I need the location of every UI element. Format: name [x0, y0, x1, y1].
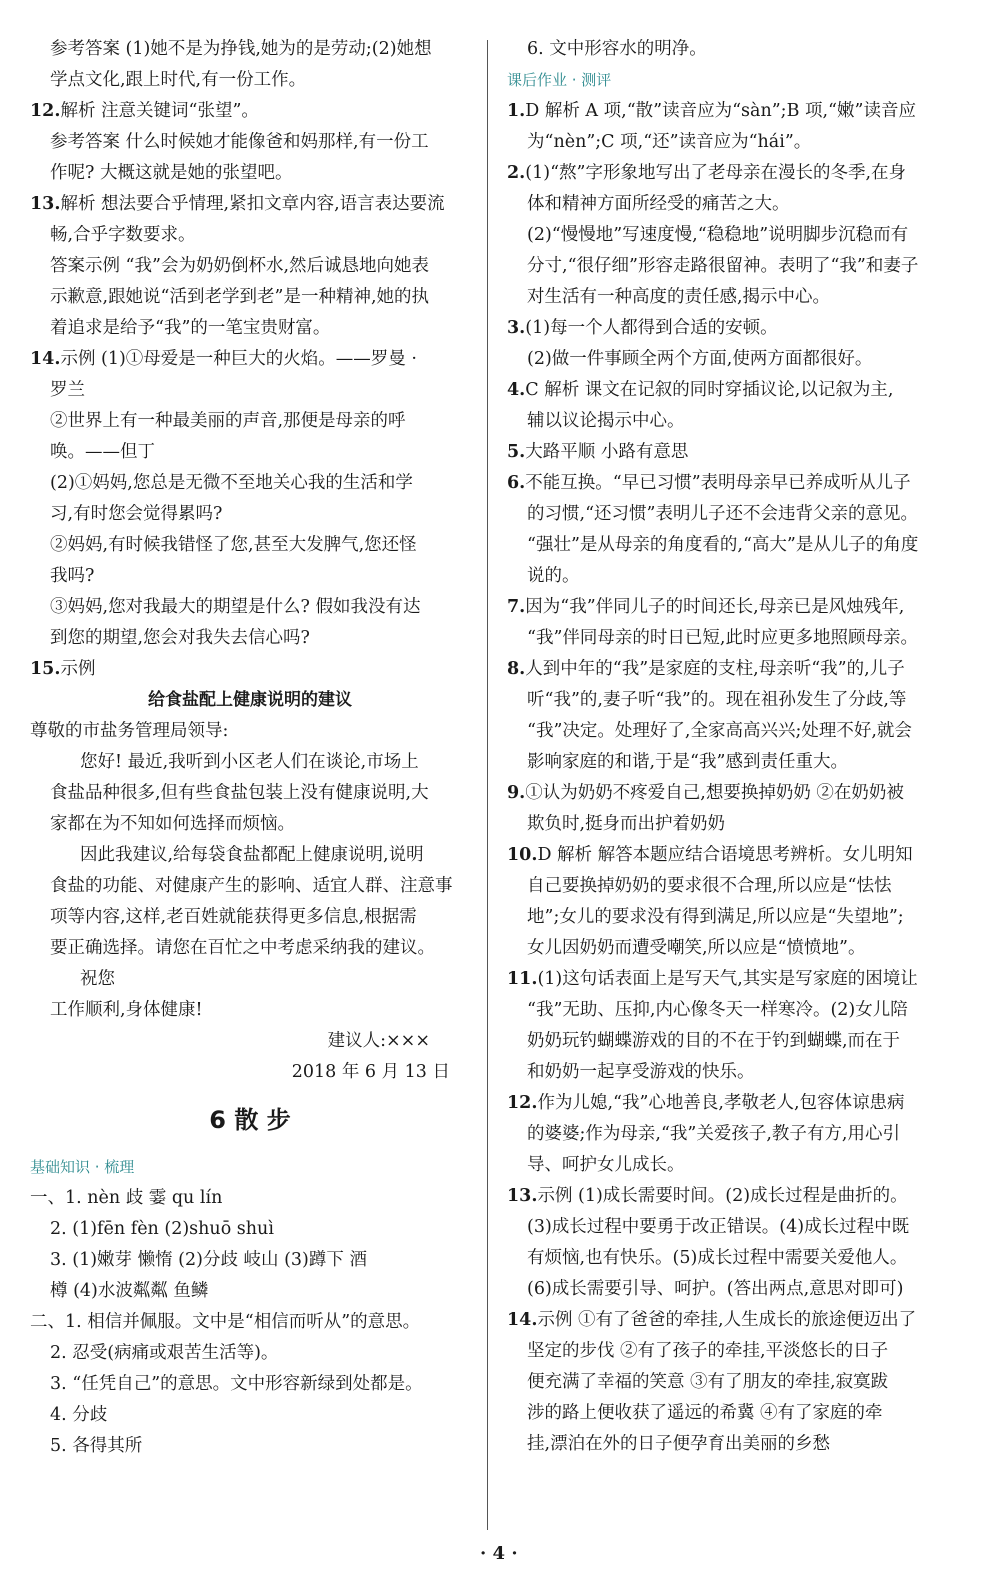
- line-text: ②妈妈,有时候我错怪了您,甚至大发脾气,您还怪: [50, 535, 417, 555]
- chapter-title: 6 散 步: [209, 1106, 291, 1134]
- line-text: 二、1. 相信并佩服。文中是“相信而听从”的意思。: [30, 1312, 421, 1332]
- section-homework: 课后作业 · 测评: [507, 71, 612, 89]
- answer-line: [30, 437, 470, 468]
- line-text: 示例 (1)成长需要时间。(2)成长过程是曲折的。: [537, 1186, 908, 1206]
- answer-line: [30, 96, 470, 127]
- line-text: ③妈妈,您对我最大的期望是什么? 假如我没有达: [50, 597, 421, 617]
- line-text: 您好! 最近,我听到小区老人们在谈论,市场上: [80, 752, 419, 772]
- line-text: 挂,漂泊在外的日子便孕育出美丽的乡愁: [527, 1434, 831, 1454]
- answer-line: [507, 747, 967, 778]
- basic-line: [30, 1369, 470, 1400]
- line-text: 听“我”的,妻子听“我”的。现在祖孙发生了分歧,等: [527, 690, 907, 710]
- line-text: “强壮”是从母亲的角度看的,“高大”是从儿子的角度: [527, 535, 919, 555]
- line-text: (6)成长需要引导、呵护。(答出两点,意思对即可): [527, 1279, 904, 1299]
- line-text: 自己要换掉奶奶的要求很不合理,所以应是“怯怯: [527, 876, 892, 896]
- left-column: [30, 34, 470, 1462]
- answer-line: [30, 282, 470, 313]
- question-number: 10.: [507, 845, 538, 865]
- basic-line: [30, 1338, 470, 1369]
- line-text: D 解析 解答本题应结合语境思考辨析。女儿明知: [537, 845, 913, 865]
- basic-knowledge-answers: [30, 1183, 470, 1462]
- line-text: 答案示例 “我”会为奶奶倒杯水,然后诚恳地向她表: [50, 256, 430, 276]
- line-text: 解析 想法要合乎情理,紧扣文章内容,语言表达要流: [60, 194, 445, 214]
- answer-line: [507, 158, 967, 189]
- answer-line: [507, 654, 967, 685]
- line-text: 对生活有一种高度的责任感,揭示中心。: [527, 287, 831, 307]
- letter-body: [30, 747, 470, 1026]
- section-basic-knowledge: 基础知识 · 梳理: [30, 1158, 135, 1176]
- line-text: 的婆婆;作为母亲,“我”关爱孩子,教子有方,用心引: [527, 1124, 900, 1144]
- line-text: 体和精神方面所经受的痛苦之大。: [527, 194, 790, 214]
- answer-line: [507, 220, 967, 251]
- line-text: 人到中年的“我”是家庭的支柱,母亲听“我”的,儿子: [525, 659, 905, 679]
- line-text: 为“nèn”;C 项,“还”读音应为“hái”。: [527, 132, 812, 152]
- question-number: 5.: [507, 442, 526, 462]
- answer-line: [507, 933, 967, 964]
- letter-line: [30, 995, 470, 1026]
- line-text: “我”无助、压抑,内心像冬天一样寒冷。(2)女儿陪: [527, 1000, 908, 1020]
- page-number: · 4 ·: [480, 1543, 518, 1564]
- basic-line: [30, 1431, 470, 1462]
- question-number: 14.: [30, 349, 61, 369]
- line-text: 女儿因奶奶而遭受嘲笑,所以应是“愤愤地”。: [527, 938, 866, 958]
- answer-line: [30, 34, 470, 65]
- question-number: 4.: [507, 380, 526, 400]
- line-text: (2)“慢慢地”写速度慢,“稳稳地”说明脚步沉稳而有: [527, 225, 909, 245]
- answer-line: [507, 1398, 967, 1429]
- line-text: 我吗?: [50, 566, 95, 586]
- answer-line: [30, 313, 470, 344]
- left-answers: [30, 34, 470, 685]
- line-text: 示例: [60, 659, 96, 679]
- line-text: 不能互换。“早已习惯”表明母亲早已养成听从儿子: [525, 473, 911, 493]
- answer-line: [30, 623, 470, 654]
- line-text: 参考答案 什么时候她才能像爸和妈那样,有一份工: [50, 132, 429, 152]
- question-number: 6.: [507, 473, 526, 493]
- line-text: 坚定的步伐 ②有了孩子的牵挂,平淡悠长的日子: [527, 1341, 889, 1361]
- answer-line: [507, 1336, 967, 1367]
- right-top-line: 6. 文中形容水的明净。: [527, 39, 707, 59]
- line-text: 祝您: [80, 969, 115, 989]
- question-number: 8.: [507, 659, 526, 679]
- question-number: 12.: [30, 101, 61, 121]
- answer-line: [30, 561, 470, 592]
- answer-line: [507, 1057, 967, 1088]
- answer-line: [507, 1243, 967, 1274]
- answer-line: [30, 251, 470, 282]
- answer-line: [507, 251, 967, 282]
- line-text: ②世界上有一种最美丽的声音,那便是母亲的呼: [50, 411, 406, 431]
- question-number: 13.: [507, 1186, 538, 1206]
- basic-line: [30, 1400, 470, 1431]
- basic-line: [30, 1183, 470, 1214]
- line-text: (2)①妈妈,您总是无微不至地关心我的生活和学: [50, 473, 413, 493]
- line-text: 参考答案 (1)她不是为挣钱,她为的是劳动;(2)她想: [50, 39, 432, 59]
- line-text: 有烦恼,也有快乐。(5)成长过程中需要关爱他人。: [527, 1248, 908, 1268]
- line-text: 欺负时,挺身而出护着奶奶: [527, 814, 726, 834]
- answer-line: [507, 716, 967, 747]
- question-number: 2.: [507, 163, 526, 183]
- line-text: 唤。——但丁: [50, 442, 155, 462]
- answer-line: [30, 220, 470, 251]
- answer-line: [507, 1212, 967, 1243]
- line-text: 工作顺利,身体健康!: [50, 1000, 203, 1020]
- line-text: (1)每一个人都得到合适的安顿。: [525, 318, 778, 338]
- line-text: 3. (1)嫩芽 懒惰 (2)分歧 岐山 (3)蹲下 酒: [50, 1250, 367, 1270]
- line-text: 习,有时您会觉得累吗?: [50, 504, 223, 524]
- line-text: 示歉意,跟她说“活到老学到老”是一种精神,她的执: [50, 287, 430, 307]
- line-text: 2. (1)fēn fèn (2)shuō shuì: [50, 1219, 274, 1239]
- answer-line: [507, 282, 967, 313]
- answer-line: [507, 1274, 967, 1305]
- line-text: 因为“我”伴同儿子的时间还长,母亲已是风烛残年,: [525, 597, 905, 617]
- basic-line: [30, 1276, 470, 1307]
- answer-line: [507, 1367, 967, 1398]
- question-number: 9.: [507, 783, 526, 803]
- line-text: 5. 各得其所: [50, 1436, 143, 1456]
- answer-line: [507, 437, 967, 468]
- question-number: 15.: [30, 659, 61, 679]
- line-text: (3)成长过程中要勇于改正错误。(4)成长过程中既: [527, 1217, 910, 1237]
- answer-line: [30, 499, 470, 530]
- letter-line: [30, 778, 470, 809]
- answer-line: [507, 189, 967, 220]
- line-text: (1)这句话表面上是写天气,其实是写家庭的困境让: [537, 969, 918, 989]
- line-text: 因此我建议,给每袋食盐都配上健康说明,说明: [80, 845, 424, 865]
- question-number: 12.: [507, 1093, 538, 1113]
- line-text: “我”决定。处理好了,全家高高兴兴;处理不好,就会: [527, 721, 912, 741]
- answer-line: [507, 499, 967, 530]
- letter-line: [30, 871, 470, 902]
- letter-line: [30, 840, 470, 871]
- answer-line: [30, 654, 470, 685]
- letter-signer: 建议人:×××: [327, 1031, 430, 1051]
- line-text: 家都在为不知如何选择而烦恼。: [50, 814, 295, 834]
- answer-line: [30, 530, 470, 561]
- line-text: 影响家庭的和谐,于是“我”感到责任重大。: [527, 752, 848, 772]
- basic-line: [30, 1307, 470, 1338]
- line-text: “我”伴同母亲的时日已短,此时应更多地照顾母亲。: [527, 628, 918, 648]
- line-text: 奶奶玩钓蝴蝶游戏的目的不在于钓到蝴蝶,而在于: [527, 1031, 901, 1051]
- answer-line: [507, 871, 967, 902]
- right-column: [507, 34, 967, 1460]
- basic-line: [30, 1245, 470, 1276]
- answer-line: [507, 561, 967, 592]
- question-number: 7.: [507, 597, 526, 617]
- letter-line: [30, 809, 470, 840]
- line-text: 和奶奶一起享受游戏的快乐。: [527, 1062, 755, 1082]
- answer-line: [30, 468, 470, 499]
- answer-line: [507, 530, 967, 561]
- question-number: 13.: [30, 194, 61, 214]
- answer-line: [30, 344, 470, 375]
- line-text: C 解析 课文在记叙的同时穿插议论,以记叙为主,: [525, 380, 894, 400]
- answer-line: [507, 1026, 967, 1057]
- line-text: 说的。: [527, 566, 580, 586]
- line-text: 项等内容,这样,老百姓就能获得更多信息,根据需: [50, 907, 417, 927]
- line-text: ①认为奶奶不疼爱自己,想要换掉奶奶 ②在奶奶被: [525, 783, 904, 803]
- answer-line: [30, 158, 470, 189]
- question-number: 14.: [507, 1310, 538, 1330]
- letter-line: [30, 747, 470, 778]
- answer-line: [507, 840, 967, 871]
- answer-line: [507, 344, 967, 375]
- answer-line: [30, 406, 470, 437]
- answer-line: [30, 189, 470, 220]
- answer-line: [507, 406, 967, 437]
- line-text: 的习惯,“还习惯”表明儿子还不会违背父亲的意见。: [527, 504, 918, 524]
- line-text: 罗兰: [50, 380, 85, 400]
- answer-line: [507, 127, 967, 158]
- answer-line: [30, 127, 470, 158]
- line-text: (2)做一件事顾全两个方面,使两方面都很好。: [527, 349, 873, 369]
- answer-line: [507, 623, 967, 654]
- line-text: 3. “任凭自己”的意思。文中形容新绿到处都是。: [50, 1374, 423, 1394]
- answer-line: [507, 685, 967, 716]
- line-text: 导、呵护女儿成长。: [527, 1155, 685, 1175]
- column-divider: [487, 40, 488, 1530]
- line-text: 地”;女儿的要求没有得到满足,所以应是“失望地”;: [527, 907, 904, 927]
- line-text: 示例 (1)①母爱是一种巨大的火焰。——罗曼 ·: [60, 349, 417, 369]
- answer-line: [507, 964, 967, 995]
- answer-line: [30, 375, 470, 406]
- answer-line: [507, 1150, 967, 1181]
- answer-line: [507, 778, 967, 809]
- answer-line: [30, 592, 470, 623]
- line-text: 食盐品种很多,但有些食盐包装上没有健康说明,大: [50, 783, 429, 803]
- answer-line: [507, 902, 967, 933]
- line-text: 畅,合乎字数要求。: [50, 225, 196, 245]
- answer-line: [507, 375, 967, 406]
- letter-date: 2018 年 6 月 13 日: [291, 1062, 450, 1082]
- letter-line: [30, 964, 470, 995]
- answer-line: [507, 1305, 967, 1336]
- letter-salutation: 尊敬的市盐务管理局领导:: [30, 721, 229, 741]
- answer-line: [507, 592, 967, 623]
- line-text: 解析 注意关键词“张望”。: [60, 101, 259, 121]
- answer-line: [30, 65, 470, 96]
- line-text: 食盐的功能、对健康产生的影响、适宜人群、注意事: [50, 876, 453, 896]
- answer-line: [507, 1119, 967, 1150]
- answer-line: [507, 1429, 967, 1460]
- question-number: 11.: [507, 969, 538, 989]
- line-text: 便充满了幸福的笑意 ③有了朋友的牵挂,寂寞跋: [527, 1372, 889, 1392]
- line-text: 要正确选择。请您在百忙之中考虑采纳我的建议。: [50, 938, 435, 958]
- line-text: (1)“熬”字形象地写出了老母亲在漫长的冬季,在身: [525, 163, 907, 183]
- line-text: 学点文化,跟上时代,有一份工作。: [50, 70, 307, 90]
- answer-line: [507, 468, 967, 499]
- line-text: 作呢? 大概这就是她的张望吧。: [50, 163, 293, 183]
- line-text: 辅以议论揭示中心。: [527, 411, 685, 431]
- question-number: 3.: [507, 318, 526, 338]
- line-text: 大路平顺 小路有意思: [525, 442, 689, 462]
- basic-line: [30, 1214, 470, 1245]
- answer-line: [507, 1088, 967, 1119]
- line-text: 分寸,“很仔细”形容走路很留神。表明了“我”和妻子: [527, 256, 919, 276]
- line-text: 着追求是给予“我”的一笔宝贵财富。: [50, 318, 331, 338]
- homework-answers: [507, 96, 967, 1460]
- line-text: 樽 (4)水波粼粼 鱼鳞: [50, 1281, 209, 1301]
- line-text: 4. 分歧: [50, 1405, 108, 1425]
- line-text: 示例 ①有了爸爸的牵挂,人生成长的旅途便迈出了: [537, 1310, 917, 1330]
- line-text: 一、1. nèn 歧 霎 qu lín: [30, 1188, 223, 1208]
- answer-line: [507, 96, 967, 127]
- line-text: 涉的路上便收获了遥远的希冀 ④有了家庭的牵: [527, 1403, 883, 1423]
- answer-line: [507, 995, 967, 1026]
- question-number: 1.: [507, 101, 526, 121]
- letter-line: [30, 933, 470, 964]
- line-text: 作为儿媳,“我”心地善良,孝敬老人,包容体谅患病: [537, 1093, 905, 1113]
- letter-title: 给食盐配上健康说明的建议: [148, 690, 352, 710]
- answer-line: [507, 809, 967, 840]
- line-text: D 解析 A 项,“散”读音应为“sàn”;B 项,“嫩”读音应: [525, 101, 916, 121]
- line-text: 到您的期望,您会对我失去信心吗?: [50, 628, 310, 648]
- answer-line: [507, 313, 967, 344]
- line-text: 2. 忍受(病痛或艰苦生活等)。: [50, 1343, 279, 1363]
- answer-line: [507, 1181, 967, 1212]
- letter-line: [30, 902, 470, 933]
